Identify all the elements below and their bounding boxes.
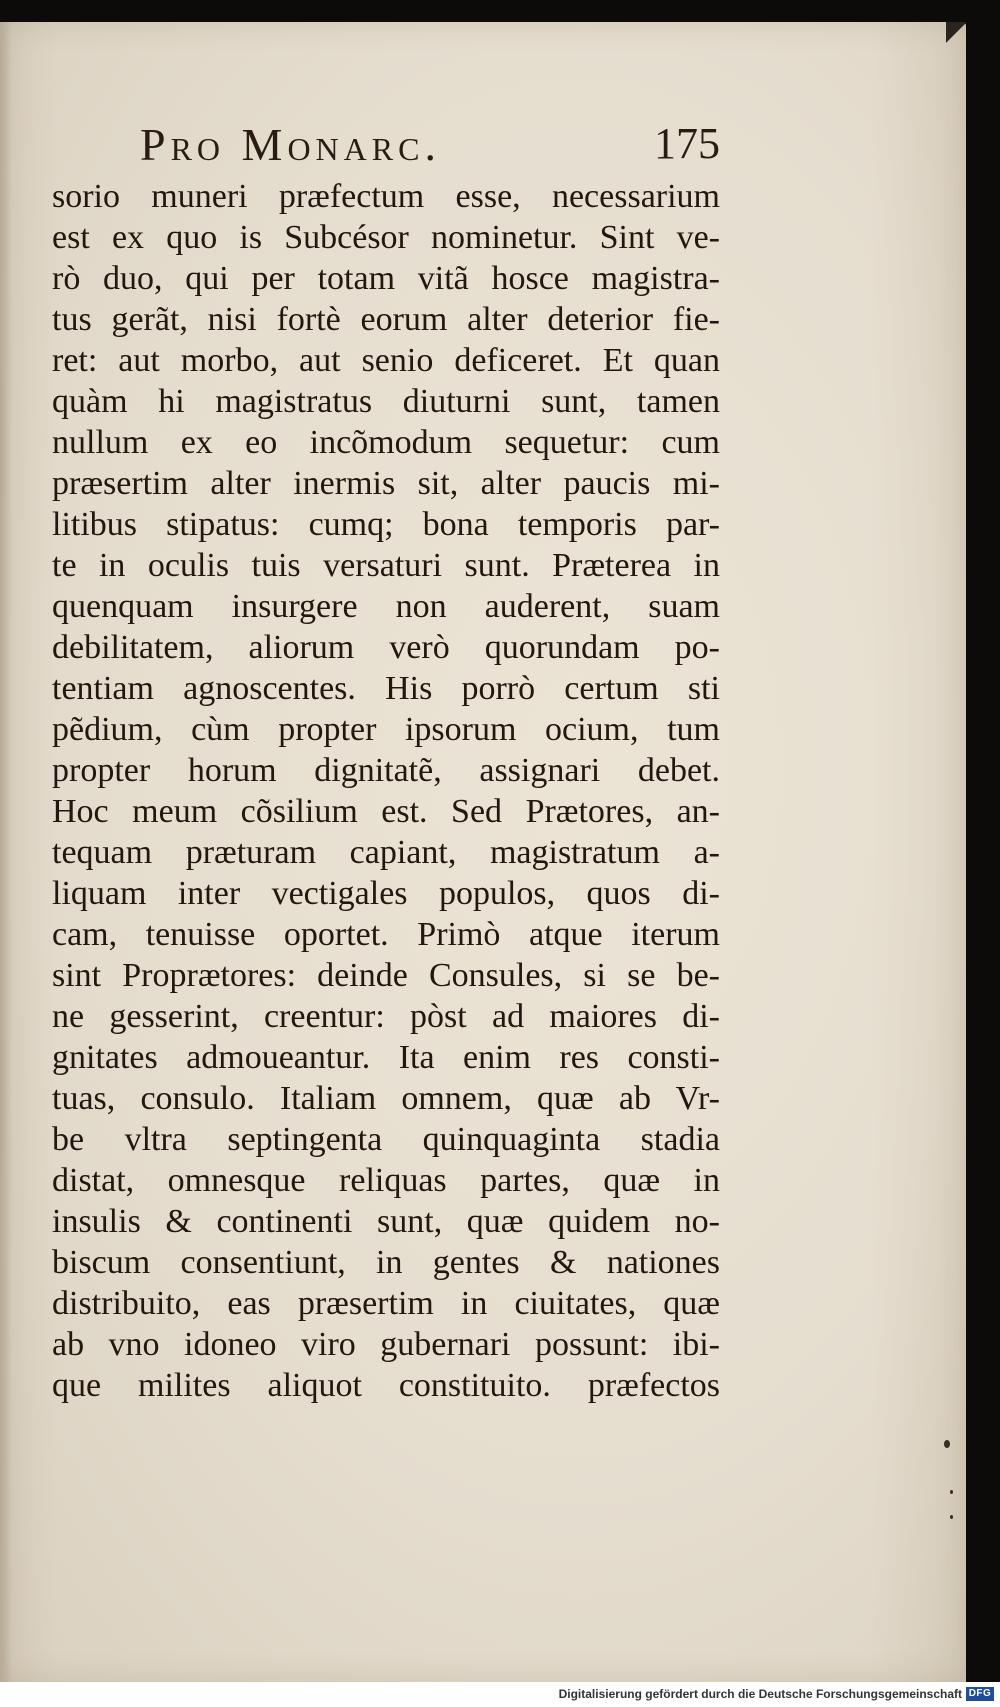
running-head bbox=[140, 118, 720, 178]
text-line: Hoc meum cõsilium est. Sed Prætores, an- bbox=[52, 793, 720, 830]
text-line: be vltra septingenta quinquaginta stadia bbox=[52, 1121, 720, 1158]
text-line: debilitatem, aliorum verò quorundam po- bbox=[52, 629, 720, 666]
text-line: cam, tenuisse oportet. Primò atque iterum bbox=[52, 916, 720, 953]
footer-credit: Digitalisierung gefördert durch die Deutsche Forschungsgemeinschaft bbox=[558, 1687, 962, 1701]
text-line: ne gesserint, creentur: pòst ad maiores di- bbox=[52, 998, 720, 1035]
ink-speck bbox=[950, 1515, 953, 1519]
text-line: est ex quo is Subcésor nominetur. Sint ve- bbox=[52, 219, 720, 256]
ink-speck bbox=[950, 1490, 953, 1494]
text-line: insulis & continenti sunt, quæ quidem no- bbox=[52, 1203, 720, 1240]
text-line: nullum ex eo incõmodum sequetur: cum bbox=[52, 424, 720, 461]
text-line: tus gerãt, nisi fortè eorum alter deterior fie- bbox=[52, 301, 720, 338]
text-line: rò duo, qui per totam vitã hosce magistra- bbox=[52, 260, 720, 297]
text-line: ab vno idoneo viro gubernari possunt: ibi- bbox=[52, 1326, 720, 1363]
page-number: 175 bbox=[654, 119, 720, 168]
body-text bbox=[52, 176, 720, 1406]
page-gutter-shadow bbox=[0, 22, 12, 1682]
text-line: sint Proprætores: deinde Consules, si se be- bbox=[52, 957, 720, 994]
text-line: sorio muneri præfectum esse, necessarium bbox=[52, 178, 720, 215]
text-line: ret: aut morbo, aut senio deficeret. Et quan bbox=[52, 342, 720, 379]
text-line: quàm hi magistratus diuturni sunt, tamen bbox=[52, 383, 720, 420]
text-line: propter horum dignitatẽ, assignari debet. bbox=[52, 752, 720, 789]
page-corner bbox=[946, 22, 966, 48]
text-line: tequam præturam capiant, magistratum a- bbox=[52, 834, 720, 871]
text-line: distribuito, eas præsertim in ciuitates, quæ bbox=[52, 1285, 720, 1322]
text-line: quenquam insurgere non auderent, suam bbox=[52, 588, 720, 625]
text-line: gnitates admoueantur. Ita enim res consti- bbox=[52, 1039, 720, 1076]
text-line: pẽdium, cùm propter ipsorum ocium, tum bbox=[52, 711, 720, 748]
text-line: que milites aliquot constituito. præfectos bbox=[52, 1367, 720, 1404]
text-line: tuas, consulo. Italiam omnem, quæ ab Vr- bbox=[52, 1080, 720, 1117]
dfg-logo: DFG bbox=[966, 1687, 994, 1701]
running-title: Pro Monarc. bbox=[140, 119, 441, 170]
footer-bar bbox=[0, 1682, 1000, 1707]
text-line: te in oculis tuis versaturi sunt. Præterea in bbox=[52, 547, 720, 584]
text-line: distat, omnesque reliquas partes, quæ in bbox=[52, 1162, 720, 1199]
text-line: liquam inter vectigales populos, quos di- bbox=[52, 875, 720, 912]
ink-speck bbox=[944, 1440, 950, 1448]
text-line: tentiam agnoscentes. His porrò certum sti bbox=[52, 670, 720, 707]
text-line: præsertim alter inermis sit, alter paucis mi- bbox=[52, 465, 720, 502]
text-line: biscum consentiunt, in gentes & nationes bbox=[52, 1244, 720, 1281]
text-line: litibus stipatus: cumq; bona temporis par- bbox=[52, 506, 720, 543]
